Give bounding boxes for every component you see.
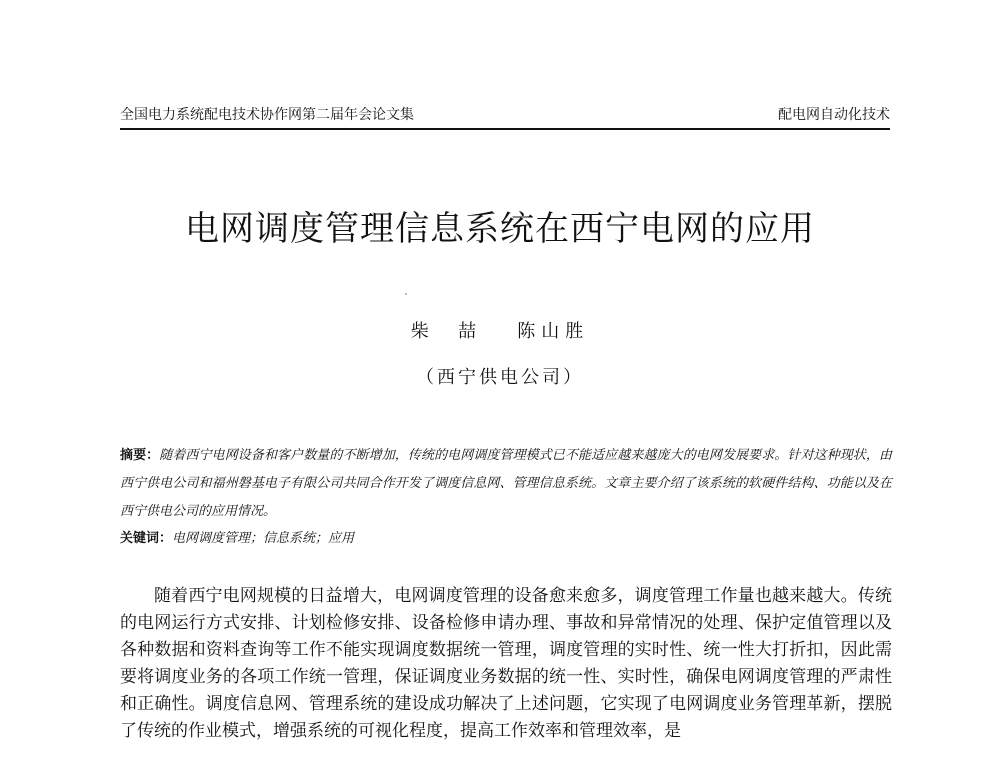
body-paragraph: 随着西宁电网规模的日益增大，电网调度管理的设备愈来愈多，调度管理工作量也越来越大。传统的电网运行方式安排、计划检修安排、设备检修申请办理、事故和异常情况的处理、保护定值管理以及各种数据和资料查询等工作不能实现调度数据统一管理，调度管理的实时性、统一性大打折扣，因此需要将调度业务的各项工作统一管理，保证调度业务数据的统一性、实时性，确保电网调度管理的严肃性和正确性。调度信息网、管理系统的建设成功解决了上述问题，它实现了电网调度业务管理革新，摆脱了传统的作业模式，增强系统的可视化程度，提高工作效率和管理效率，是 bbox=[120, 586, 892, 741]
abstract-text: 随着西宁电网设备和客户数量的不断增加，传统的电网调度管理模式已不能适应越来越庞大的电网发展要求。针对这种现状，由西宁供电公司和福州磐基电子有限公司共同合作开发了调度信息网、管理信息系统。文章主要介绍了该系统的软硬件结构、功能以及在西宁供电公司的应用情况。 bbox=[120, 448, 892, 519]
running-header-section: 配电网自动化技术 bbox=[778, 107, 890, 123]
keywords-label: 关键词： bbox=[120, 531, 173, 546]
abstract-label: 摘要： bbox=[120, 448, 160, 463]
paper-authors: 柴 喆 陈山胜 bbox=[410, 321, 590, 342]
abstract bbox=[120, 442, 892, 526]
keywords-text: 电网调度管理；信息系统；应用 bbox=[172, 531, 355, 546]
keywords bbox=[120, 527, 892, 551]
paper-affiliation: （西宁供电公司） bbox=[416, 367, 584, 388]
paper-title: 电网调度管理信息系统在西宁电网的应用 bbox=[185, 209, 815, 249]
scan-speck bbox=[405, 293, 407, 295]
running-header-proceedings: 全国电力系统配电技术协作网第二届年会论文集 bbox=[120, 107, 414, 123]
running-header bbox=[120, 104, 890, 130]
